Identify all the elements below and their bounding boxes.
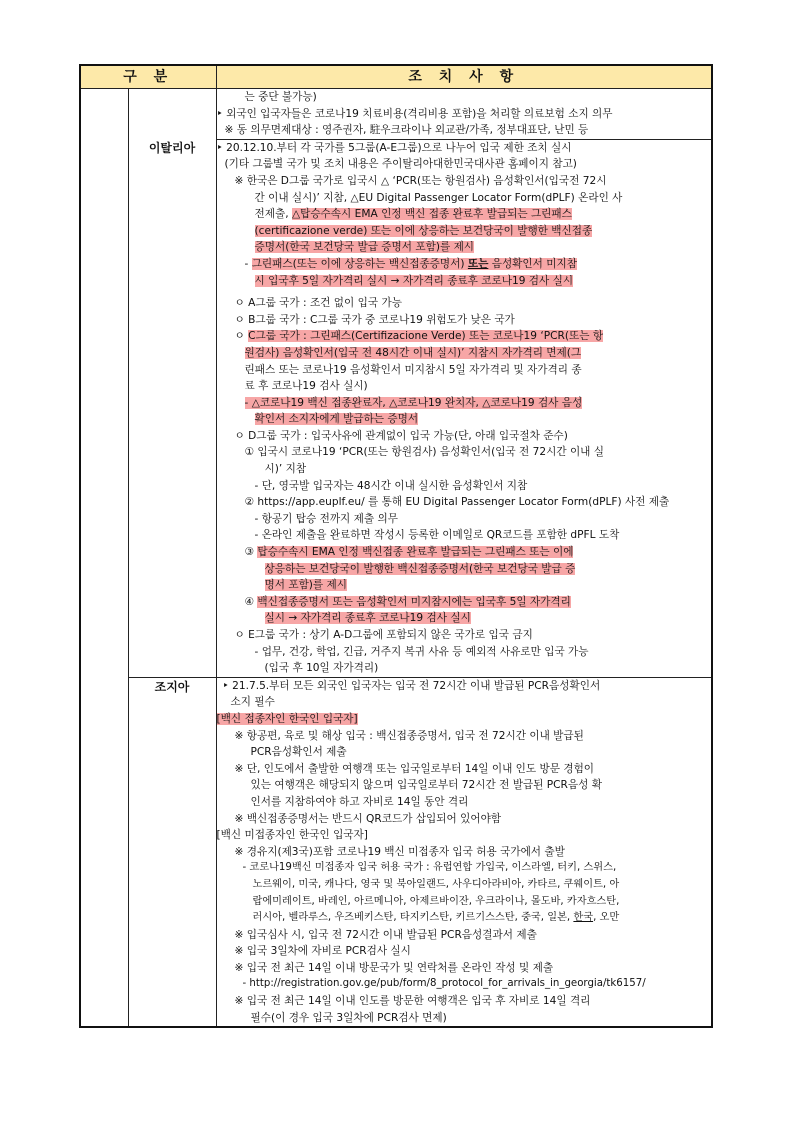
text-line: ※ 백신접종증명서는 반드시 QR코드가 삽입되어 있어야함 — [234, 812, 502, 825]
emphasis-or: 또는 — [467, 257, 489, 270]
row-georgia — [80, 677, 712, 1027]
country-georgia: 조지아 — [128, 677, 216, 1027]
text-line: (입국 후 10일 자가격리) — [264, 662, 379, 675]
text-line — [217, 239, 712, 256]
text-line: ‣ 20.12.10.부터 각 국가를 5그룹(A-E그룹)으로 나누어 입국 제한 조치 실시 — [216, 141, 572, 154]
highlight-group-c: C그룹 국가 : 그린패스(Certifizacione Verde) 또는 코로나19 ‘PCR(또는 항 — [248, 330, 604, 343]
text-line: [백신 미접종자인 한국인 입국자] — [216, 829, 368, 842]
text-line — [217, 411, 712, 428]
georgia-content — [216, 677, 712, 1027]
text-line: 필수(이 경우 입국 3일차에 PCR검사 면제) — [250, 1011, 447, 1024]
highlight-text — [252, 258, 577, 270]
text-line: ㅇ A그룹 국가 : 조건 없이 입국 가능 — [234, 297, 402, 310]
text-line — [217, 577, 712, 594]
text-line: 시)’ 지참 — [264, 463, 307, 476]
text-line: ㅇ E그룹 국가 : 상기 A-D그룹에 포함되지 않은 국가로 입국 금지 — [234, 629, 533, 641]
text-line — [217, 711, 712, 728]
text-line — [217, 223, 712, 240]
text-line — [217, 328, 712, 345]
highlight-text: 명서 포함)를 제시 — [264, 579, 348, 592]
highlight-greenpass: △탑승수속시 EMA 인정 백신 접종 완료후 발급되는 그린패스 — [291, 208, 572, 221]
text-line: ㅇ B그룹 국가 : C그룹 국가 중 코로나19 위험도가 낮은 국가 — [234, 313, 515, 326]
korea-underlined: 한국 — [573, 912, 594, 924]
text-line: ※ 한국은 D그룹 국가로 입국시 △ ‘PCR(또는 항원검사) 음성확인서(입국전 72시 — [234, 174, 607, 187]
highlight-text: 증명서(한국 보건당국 발급 증명서 포함)를 제시 — [254, 241, 475, 254]
text-line: ‣ 21.7.5.부터 모든 외국인 입국자는 입국 전 72시간 이내 발급된 PCR음성확인서 — [222, 679, 601, 692]
header-row — [80, 65, 712, 89]
country-italy: 이탈리아 — [128, 139, 216, 677]
text-line: 는 중단 불가능) — [244, 91, 317, 103]
text-span: - — [244, 257, 252, 270]
text-span: 그린패스(또는 이에 상응하는 백신접종증명서) — [251, 257, 468, 270]
text-line — [217, 395, 712, 412]
highlight-text: - △코로나19 백신 접종완료자, △코로나19 완치자, △코로나19 검사 음성 — [244, 396, 583, 409]
highlight-text: 시 입국후 5일 자가격리 실시 → 자가격리 종료후 코로나19 검사 실시 — [254, 274, 574, 287]
text-line — [217, 610, 712, 627]
text-line: ㅇ D그룹 국가 : 입국사유에 관계없이 입국 가능(단, 아래 입국절차 준수) — [234, 429, 568, 442]
text-line: PCR음성확인서 제출 — [250, 746, 347, 759]
highlight-text: 원검사) 음성확인서(입국 전 48시간 이내 실시)’ 지참시 자가격리 면제(그 — [244, 346, 582, 359]
text-line: 간 이내 실시)’ 지참, △EU Digital Passenger Locator Form(dPLF) 온라인 사 — [254, 191, 623, 204]
text-line: - 업무, 건강, 학업, 긴급, 거주지 복귀 사유 등 예외적 사유로만 입국 가능 — [254, 645, 589, 658]
text-line — [217, 544, 712, 561]
text-span: , 오만 — [593, 912, 620, 924]
text-line: ※ 단, 인도에서 출발한 여행객 또는 입국일로부터 14일 이내 인도 방문 경험이 — [234, 762, 595, 775]
highlight-text: 백신접종증명서 또는 음성확인서 미지참시에는 입국후 5일 자가격리 — [257, 595, 571, 608]
row-italy-continued — [80, 89, 712, 140]
text-line: 노르웨이, 미국, 캐나다, 영국 및 북아일랜드, 사우디아라비아, 카타르, 쿠웨이트, 아 — [252, 878, 620, 890]
text-line: ※ 입국 전 최근 14일 이내 인도를 방문한 여행객은 입국 후 자비로 14일 격리 — [234, 995, 591, 1008]
country-cell-italy-top — [128, 89, 216, 140]
italy-top-content — [216, 89, 712, 140]
text-line: ※ 입국 3일차에 자비로 PCR검사 실시 — [234, 945, 411, 958]
text-line: - 단, 영국발 입국자는 48시간 이내 실시한 음성확인서 지참 — [254, 479, 528, 492]
text-line: ① 입국시 코로나19 ‘PCR(또는 항원검사) 음성확인서(입국 전 72시간 이내 실 — [244, 446, 605, 459]
text-span: 러시아, 벨라루스, 우즈베키스탄, 타지키스탄, 키르기스스탄, 중국, 일본, — [252, 912, 574, 924]
highlight-text: 확인서 소지자에게 발급하는 증명서 — [254, 413, 419, 426]
italy-content — [216, 139, 712, 677]
text-line: 료 후 코로나19 검사 실시) — [244, 380, 368, 393]
text-line — [217, 256, 712, 273]
text-line: - 항공기 탑승 전까지 제출 의무 — [254, 512, 398, 525]
highlight-vaccinated-heading: [백신 접종자인 한국인 입국자] — [216, 712, 358, 725]
text-span: ④ — [244, 595, 258, 608]
text-line: 소지 필수 — [230, 696, 275, 709]
text-line: ※ 입국심사 시, 입국 전 72시간 이내 발급된 PCR음성결과서 제출 — [234, 928, 537, 941]
text-line: ※ 경유지(제3국)포함 코로나19 백신 미접종자 입국 허용 국가에서 출발 — [234, 845, 565, 858]
text-line: - 온라인 제출을 완료하면 작성시 등록한 이메일로 QR코드를 포함한 dPFL 도착 — [254, 529, 620, 542]
text-span: 전제출, — [254, 208, 292, 221]
text-line: 있는 여행객은 해당되지 않으며 입국일로부터 72시간 전 발급된 PCR음성 확 — [250, 779, 602, 792]
row-italy — [80, 139, 712, 677]
registration-link[interactable]: - http://registration.gov.ge/pub/form/8_protocol_for_arrivals_in_georgia/tk6157/ — [242, 978, 646, 990]
text-span: 음성확인서 미지참 — [488, 257, 577, 270]
text-line: ② https://app.euplf.eu/ 를 통해 EU Digital Passenger Locator Form(dPLF) 사전 제출 — [244, 496, 670, 509]
text-span: ③ — [244, 546, 258, 559]
text-line — [217, 594, 712, 611]
text-line: ※ 항공편, 육로 및 해상 입국 : 백신접종증명서, 입국 전 72시간 이내 발급된 — [234, 729, 584, 742]
highlight-text: 탑승수속시 EMA 인정 백신접종 완료후 발급되는 그린패스 또는 이에 — [257, 546, 574, 559]
highlight-text: 실시 → 자가격리 종료후 코로나19 검사 실시 — [264, 612, 471, 625]
header-category: 구 분 — [80, 65, 216, 89]
text-span: ㅇ — [234, 330, 249, 343]
text-line — [217, 273, 712, 290]
text-line — [217, 345, 712, 362]
text-line: ‣ 외국인 입국자들은 코로나19 치료비용(격리비용 포함)을 처리할 의료보험 소지 의무 — [216, 107, 613, 120]
measures-table — [79, 64, 713, 1028]
text-line: ※ 입국 전 최근 14일 이내 방문국가 및 연락처를 온라인 작성 및 제출 — [234, 961, 554, 974]
text-line: 인서를 지참하여야 하고 자비로 14일 동안 격리 — [250, 795, 469, 808]
text-line: 린패스 또는 코로나19 음성확인서 미지참시 5일 자가격리 및 자가격리 종 — [244, 363, 582, 376]
text-line — [217, 910, 712, 927]
region-cell — [80, 89, 128, 1028]
text-line — [217, 561, 712, 578]
header-measures: 조 치 사 항 — [216, 65, 712, 89]
text-line: 랍에미레이트, 바레인, 아르메니아, 아제르바이잔, 우크라이나, 몰도바, 카자흐스탄, — [252, 895, 620, 907]
highlight-text: 상응하는 보건당국이 발행한 백신접종증명서(한국 보건당국 발급 증 — [264, 562, 576, 575]
highlight-text: (certificazione verde) 또는 이에 상응하는 보건당국이 발행한 백신접종 — [254, 224, 593, 237]
text-line: - 코로나19백신 미접종자 입국 허용 국가 : 유럽연합 가입국, 이스라엘, 터키, 스위스, — [242, 862, 617, 874]
text-line — [217, 206, 712, 223]
text-line: (기타 그룹별 국가 및 조치 내용은 주이탈리아대한민국대사관 홈페이지 참고) — [224, 158, 577, 171]
text-line: ※ 동 의무면제대상 : 영주권자, 駐우크라이나 외교관/가족, 정부대표단, 난민 등 — [224, 124, 589, 137]
